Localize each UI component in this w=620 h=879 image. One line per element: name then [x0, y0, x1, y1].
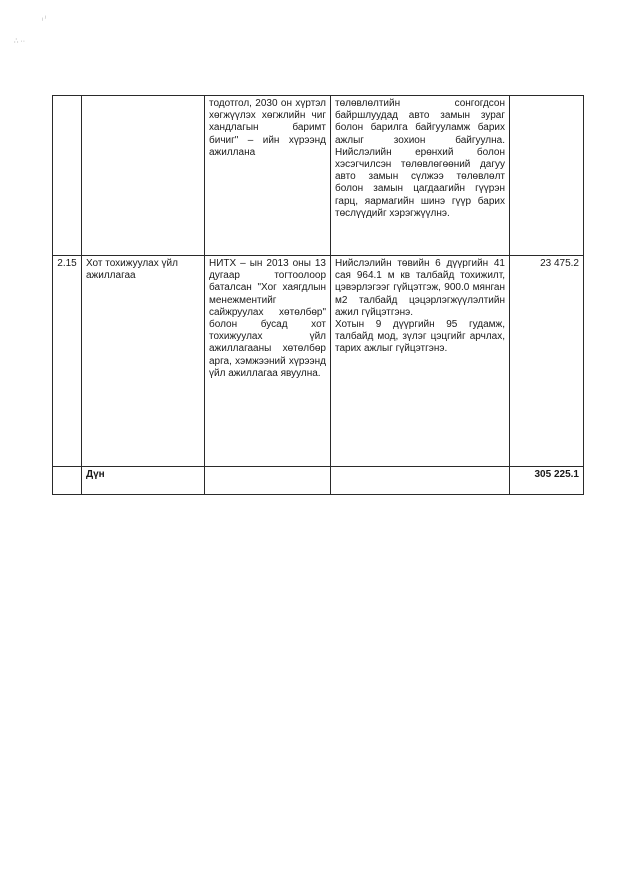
- table-row: [53, 256, 584, 467]
- result-paragraph: Хотын 9 дүүргийн 95 гудамж, талбайд мод, зүлэг цэцгийг арчлах, тарих ажлыг гүйцэтгэнэ.: [335, 319, 505, 355]
- scan-mark: ∴ ··: [14, 38, 26, 45]
- expected-results: [331, 256, 510, 467]
- result-paragraph: төлөвлөлтийн сонгогдсон байршлуудад авто замын зураг болон барилга байгууламж барих ажлыг зохион байгуулна. Нийслэлийн ерөнхий болон хэсэгчилсэн төлөвлөгөөний дагуу авто замын сүлжээ төлөвлөлт болон замын цагдаагийн гүүрэн гарц, яармагийн шинэ гүүр барих төслүүдийг хэрэгжүүлнэ.: [335, 98, 505, 219]
- total-row: [53, 467, 584, 495]
- row-number: 2.15: [53, 256, 82, 467]
- legal-basis: [205, 467, 331, 495]
- total-amount: 305 225.1: [510, 467, 584, 495]
- amount: 23 475.2: [510, 256, 584, 467]
- total-label: Дүн: [82, 467, 205, 495]
- expected-results: [331, 467, 510, 495]
- budget-table: [52, 95, 584, 495]
- expected-results: [331, 96, 510, 256]
- row-number: [53, 467, 82, 495]
- scan-mark: ⸝⸝: [38, 12, 49, 23]
- result-paragraph: Нийслэлийн төвийн 6 дүүргийн 41 сая 964.1 м кв талбайд тохижилт, цэвэрлэгээг гүйцэтгэж, 900.0 мянган м2 талбайд цэцэрлэгжүүлэлтийн ажил гүйцэтгэнэ.: [335, 258, 505, 318]
- amount: [510, 96, 584, 256]
- activity-name: [82, 96, 205, 256]
- legal-basis: НИТХ – ын 2013 оны 13 дугаар тогтоолоор баталсан "Хог хаягдлын менежментийг сайжруулах хөтөлбөр" болон бусад хот тохижуулах үйл ажиллагааны хөтөлбөр арга, хэмжээний хүрээнд үйл ажиллагаа явуулна.: [205, 256, 331, 467]
- row-number: [53, 96, 82, 256]
- table-row: [53, 96, 584, 256]
- activity-name: Хот тохижуулах үйл ажиллагаа: [82, 256, 205, 467]
- legal-basis: тодотгол, 2030 он хүртэл хөгжүүлэх хөгжлийн чиг хандлагын баримт бичиг" – ийн хүрээнд ажиллана: [205, 96, 331, 256]
